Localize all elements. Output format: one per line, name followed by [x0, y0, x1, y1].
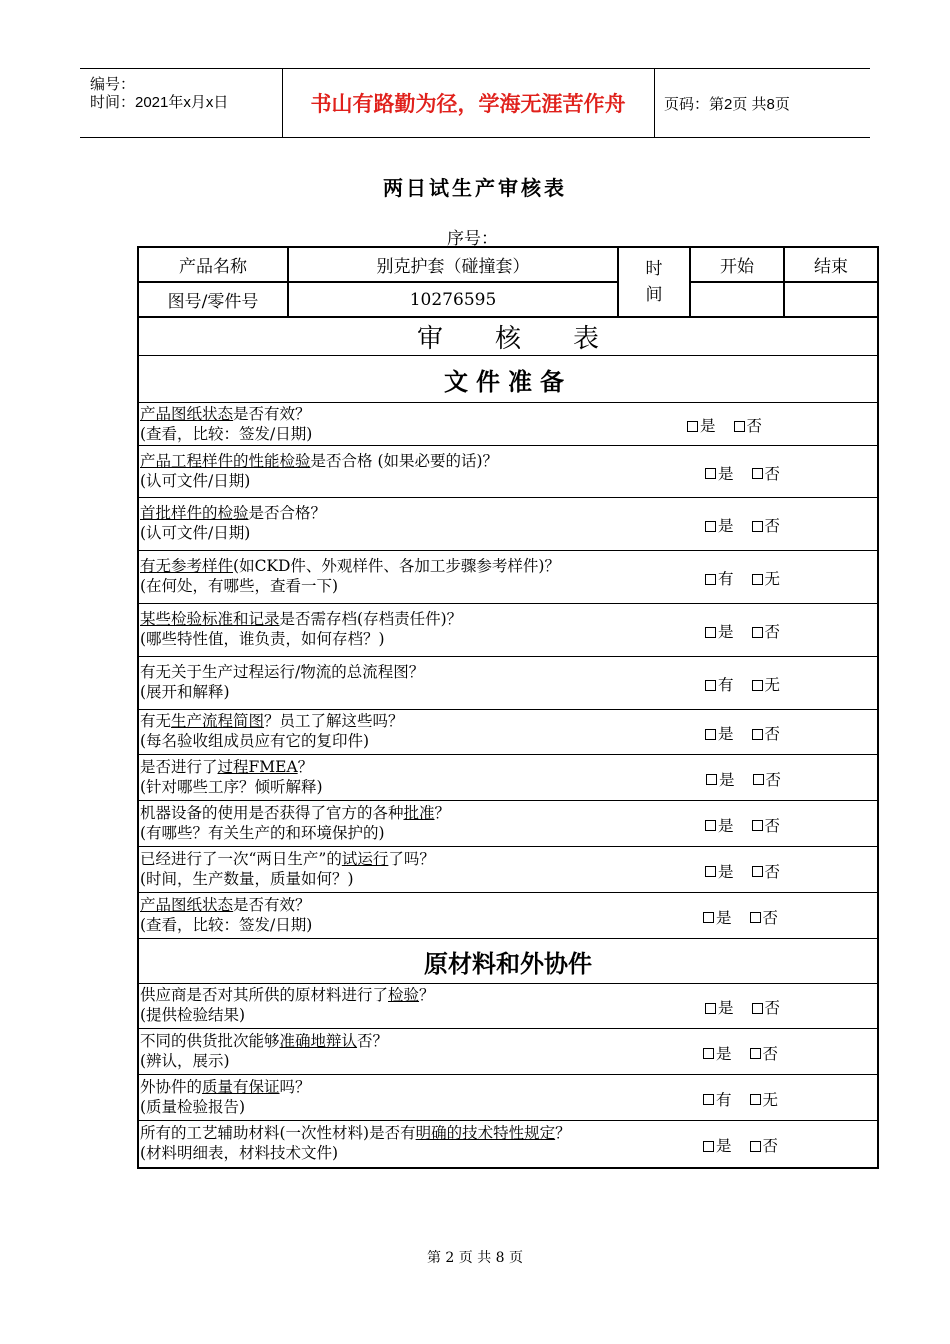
- question-line: [140, 1123, 571, 1143]
- question-hint: (在何处，有哪些，查看一下): [140, 577, 339, 595]
- question-keyword: 检验: [388, 986, 420, 1004]
- option-label: 否: [764, 816, 781, 835]
- question-part: 有无关于生产过程运行/物流的总流程图？: [140, 663, 425, 681]
- question-line: [140, 985, 435, 1005]
- question-hint: (材料明细表，材料技术文件): [140, 1144, 339, 1162]
- question-line: [140, 895, 312, 915]
- product-table: [137, 246, 879, 318]
- question-text: [140, 609, 462, 649]
- question-part: 是否需存档(存档责任件)？: [279, 610, 463, 628]
- question-row: [139, 1121, 877, 1167]
- checkbox-icon[interactable]: [752, 627, 763, 638]
- question-line: [140, 757, 323, 777]
- option-label: 否: [762, 1044, 779, 1063]
- question-text: [140, 451, 498, 491]
- question-row: [139, 446, 877, 498]
- question-line: [140, 849, 435, 869]
- option-no[interactable]: [750, 1091, 779, 1109]
- answer-options: [705, 814, 780, 836]
- checkbox-icon[interactable]: [752, 729, 763, 740]
- question-line: [140, 404, 312, 424]
- question-keyword: 生产流程简图: [171, 712, 265, 730]
- question-part: 了吗？: [388, 849, 435, 868]
- option-yes[interactable]: [703, 1091, 732, 1109]
- question-part: 是否进行了: [140, 757, 218, 776]
- option-label: 是: [716, 908, 732, 927]
- product-name-value: 别克护套（碰撞套）: [288, 247, 618, 282]
- question-part: 供应商是否对其所供的原材料进行了: [140, 986, 389, 1004]
- checkbox-icon[interactable]: [705, 729, 716, 740]
- question-line: [140, 609, 462, 629]
- checkbox-icon[interactable]: [705, 1003, 716, 1014]
- option-label: 无: [764, 570, 781, 588]
- answer-options: [705, 567, 780, 589]
- question-part: 不同的供货批次能够: [140, 1031, 280, 1050]
- option-yes[interactable]: [705, 817, 734, 835]
- option-label: 无: [764, 676, 781, 694]
- option-no[interactable]: [752, 623, 781, 641]
- answer-options: [705, 462, 780, 484]
- checkbox-icon[interactable]: [752, 521, 763, 532]
- question-text: [140, 1031, 388, 1071]
- checkbox-icon[interactable]: [750, 912, 761, 923]
- answer-options: [705, 620, 780, 642]
- checkbox-icon[interactable]: [752, 820, 763, 831]
- header-meta: [80, 69, 283, 137]
- option-label: 否: [764, 999, 781, 1017]
- page-footer: 第 2 页 共 8 页: [426, 1250, 524, 1266]
- question-hint: (每名验收组成员应有它的复印件): [140, 732, 370, 750]
- option-yes[interactable]: [687, 417, 716, 435]
- question-hint: (质量检验报告): [140, 1097, 246, 1116]
- option-yes[interactable]: [703, 1045, 732, 1063]
- checkbox-icon[interactable]: [750, 1141, 761, 1152]
- option-yes[interactable]: [705, 999, 734, 1017]
- time-header: [618, 247, 690, 317]
- checkbox-icon[interactable]: [705, 521, 716, 532]
- option-label: 是: [718, 623, 734, 641]
- answer-options: [703, 906, 778, 928]
- answer-options: [705, 514, 780, 536]
- answer-options: [705, 722, 780, 744]
- answer-options: [706, 768, 781, 790]
- question-part: 是否有效？: [233, 405, 311, 423]
- question-hint: (查看，比较：签发/日期): [140, 425, 313, 443]
- question-part: 吗？: [279, 1077, 311, 1096]
- end-label: 结束: [784, 247, 878, 282]
- time-label-2: 间: [645, 285, 663, 305]
- question-keyword: 产品工程样件的性能检验: [140, 451, 311, 470]
- question-part: (如CKD件、外观样件、各加工步骤参考样件)？: [233, 557, 560, 575]
- option-no[interactable]: [752, 725, 781, 743]
- question-keyword: 准确地辩认: [279, 1031, 358, 1050]
- answer-options: [703, 1134, 778, 1156]
- question-text: [140, 985, 435, 1025]
- question-part: 是否合格？: [248, 504, 327, 522]
- question-line: [140, 556, 560, 576]
- question-part: ？: [434, 803, 451, 822]
- question-line: [140, 1077, 311, 1097]
- option-yes[interactable]: [703, 909, 732, 927]
- question-hint: (哪些特性值，谁负责，如何存档？): [140, 630, 385, 648]
- question-text: [140, 503, 326, 543]
- option-no[interactable]: [752, 517, 781, 535]
- answer-options: [705, 673, 780, 695]
- question-keyword: 质量有保证: [202, 1077, 280, 1096]
- checkbox-icon[interactable]: [752, 680, 763, 691]
- question-part: 是否有效？: [233, 895, 311, 914]
- product-name-label: 产品名称: [138, 247, 288, 282]
- checkbox-icon[interactable]: [706, 774, 717, 785]
- checkbox-icon[interactable]: [705, 820, 716, 831]
- option-yes[interactable]: [706, 771, 735, 789]
- checkbox-icon[interactable]: [752, 574, 763, 585]
- number-label: 编号：: [90, 76, 136, 93]
- question-part: 已经进行了一次“两日生产”的: [140, 849, 342, 868]
- question-text: [140, 711, 404, 751]
- material-items: [139, 984, 877, 1167]
- question-row: [139, 893, 877, 938]
- option-label: 是: [716, 1044, 732, 1063]
- question-keyword: 首批样件的检验: [140, 504, 249, 522]
- checkbox-icon[interactable]: [752, 1003, 763, 1014]
- checkbox-icon[interactable]: [734, 421, 745, 432]
- question-row: [139, 551, 877, 604]
- question-text: [140, 803, 450, 843]
- option-no[interactable]: [752, 863, 781, 881]
- answer-options: [705, 860, 780, 882]
- question-text: [140, 1123, 571, 1163]
- option-no[interactable]: [750, 909, 779, 927]
- question-part: 有无: [140, 712, 172, 730]
- question-part: ？: [555, 1124, 571, 1142]
- option-label: 是: [718, 725, 734, 743]
- checkbox-icon[interactable]: [750, 1094, 761, 1105]
- section-audit: 审 核 表: [139, 318, 877, 356]
- page-header: [80, 68, 870, 138]
- question-row: [139, 801, 877, 847]
- end-value[interactable]: [784, 282, 878, 317]
- question-keyword: 试运行: [341, 849, 389, 868]
- audit-table: [137, 318, 879, 1169]
- answer-options: [687, 414, 762, 436]
- serial-label: 序号：: [447, 229, 498, 249]
- section-docs: 文件准备: [139, 356, 877, 403]
- answer-options: [703, 1042, 778, 1064]
- question-text: [140, 757, 323, 797]
- option-label: 是: [700, 417, 716, 435]
- question-hint: (针对哪些工序？倾听解释): [140, 777, 323, 796]
- option-yes[interactable]: [705, 570, 734, 588]
- question-row: [139, 1075, 877, 1121]
- part-number-value: 10276595: [288, 282, 618, 317]
- option-label: 是: [718, 816, 734, 835]
- question-keyword: 某些检验标准和记录: [140, 610, 280, 628]
- question-keyword: 过程FMEA: [217, 757, 298, 776]
- question-part: 是否合格 (如果必要的话)？: [310, 451, 499, 470]
- question-line: [140, 451, 498, 471]
- option-label: 否: [746, 417, 763, 435]
- question-line: [140, 662, 424, 682]
- option-yes[interactable]: [705, 725, 734, 743]
- answer-options: [705, 996, 780, 1018]
- checkbox-icon[interactable]: [705, 574, 716, 585]
- question-text: [140, 1077, 311, 1117]
- page-title: 两日试生产审核表: [383, 176, 567, 200]
- option-label: 有: [718, 570, 734, 588]
- option-yes[interactable]: [703, 1137, 732, 1155]
- question-line: [140, 1031, 388, 1051]
- question-text: [140, 849, 435, 889]
- checkbox-icon[interactable]: [750, 1048, 761, 1059]
- question-row: [139, 657, 877, 710]
- question-keyword: 产品图纸状态: [140, 895, 234, 914]
- section-materials: 原材料和外协件: [139, 938, 877, 984]
- answer-options: [703, 1088, 778, 1110]
- question-hint: (认可文件/日期): [140, 524, 251, 542]
- checkbox-icon[interactable]: [705, 627, 716, 638]
- checkbox-icon[interactable]: [703, 1094, 714, 1105]
- question-keyword: 有无参考样件: [140, 557, 234, 575]
- checkbox-icon[interactable]: [703, 1048, 714, 1059]
- question-row: [139, 403, 877, 446]
- option-label: 否: [764, 464, 781, 483]
- option-label: 有: [718, 676, 734, 694]
- option-label: 否: [764, 517, 781, 535]
- question-part: 所有的工艺辅助材料(一次性材料)是否有: [140, 1124, 416, 1142]
- option-label: 否: [764, 862, 781, 881]
- time-label: 时间：2021年x月x日: [90, 94, 229, 111]
- question-text: [140, 662, 424, 702]
- start-label: 开始: [690, 247, 784, 282]
- option-no[interactable]: [752, 465, 781, 483]
- question-row: [139, 847, 877, 893]
- checkbox-icon[interactable]: [703, 912, 714, 923]
- question-hint: (辨认，展示): [140, 1051, 230, 1070]
- question-part: ？员工了解这些吗？: [264, 712, 404, 730]
- checkbox-icon[interactable]: [705, 680, 716, 691]
- question-line: [140, 711, 404, 731]
- option-no[interactable]: [734, 417, 763, 435]
- option-yes[interactable]: [705, 863, 734, 881]
- question-part: 否？: [357, 1031, 389, 1050]
- question-row: [139, 498, 877, 551]
- question-part: ？: [297, 757, 314, 776]
- question-row: [139, 755, 877, 801]
- option-label: 无: [762, 1090, 779, 1109]
- option-no[interactable]: [753, 771, 782, 789]
- checkbox-icon[interactable]: [687, 421, 698, 432]
- question-hint: (时间，生产数量，质量如何？): [140, 869, 354, 888]
- option-label: 是: [718, 517, 734, 535]
- doc-items: [139, 403, 877, 938]
- time-label-1: 时: [645, 259, 663, 279]
- option-label: 是: [718, 999, 734, 1017]
- option-yes[interactable]: [705, 465, 734, 483]
- option-yes[interactable]: [705, 517, 734, 535]
- checkbox-icon[interactable]: [705, 468, 716, 479]
- question-hint: (查看，比较：签发/日期): [140, 915, 313, 934]
- option-label: 否: [762, 908, 779, 927]
- motto: 书山有路勤为径，学海无涯苦作舟: [282, 69, 655, 137]
- option-no[interactable]: [750, 1045, 779, 1063]
- question-row: [139, 710, 877, 755]
- checkbox-icon[interactable]: [705, 866, 716, 877]
- option-label: 是: [718, 464, 734, 483]
- option-label: 是: [716, 1137, 732, 1155]
- question-text: [140, 895, 312, 935]
- option-no[interactable]: [752, 676, 781, 694]
- question-row: [139, 604, 877, 657]
- option-no[interactable]: [752, 570, 781, 588]
- question-row: [139, 1029, 877, 1075]
- option-label: 否: [764, 623, 781, 641]
- question-hint: (提供检验结果): [140, 1006, 246, 1024]
- start-value[interactable]: [690, 282, 784, 317]
- page-info: 页码：第2页 共8页: [664, 95, 790, 113]
- option-label: 有: [716, 1090, 732, 1109]
- question-text: [140, 556, 560, 596]
- question-keyword: 批准: [403, 803, 435, 822]
- option-label: 否: [764, 725, 781, 743]
- checkbox-icon[interactable]: [753, 774, 764, 785]
- checkbox-icon[interactable]: [752, 468, 763, 479]
- question-row: [139, 984, 877, 1029]
- checkbox-icon[interactable]: [752, 866, 763, 877]
- question-keyword: 明确的技术特性规定: [415, 1124, 556, 1142]
- question-line: [140, 803, 450, 823]
- question-part: 机器设备的使用是否获得了官方的各种: [140, 803, 404, 822]
- question-keyword: 产品图纸状态: [140, 405, 234, 423]
- option-yes[interactable]: [705, 676, 734, 694]
- checkbox-icon[interactable]: [703, 1141, 714, 1152]
- question-line: [140, 503, 326, 523]
- question-part: ？: [419, 986, 435, 1004]
- option-label: 否: [762, 1137, 779, 1155]
- question-part: 外协件的: [140, 1077, 203, 1096]
- question-hint: (展开和解释): [140, 683, 230, 701]
- option-no[interactable]: [750, 1137, 779, 1155]
- option-yes[interactable]: [705, 623, 734, 641]
- question-hint: (有哪些？有关生产的和环境保护的): [140, 823, 385, 842]
- option-no[interactable]: [752, 999, 781, 1017]
- option-label: 是: [718, 862, 734, 881]
- option-label: 是: [719, 770, 735, 789]
- question-text: [140, 404, 312, 444]
- part-number-label: 图号/零件号: [138, 282, 288, 317]
- option-label: 否: [765, 770, 782, 789]
- option-no[interactable]: [752, 817, 781, 835]
- question-hint: (认可文件/日期): [140, 471, 251, 490]
